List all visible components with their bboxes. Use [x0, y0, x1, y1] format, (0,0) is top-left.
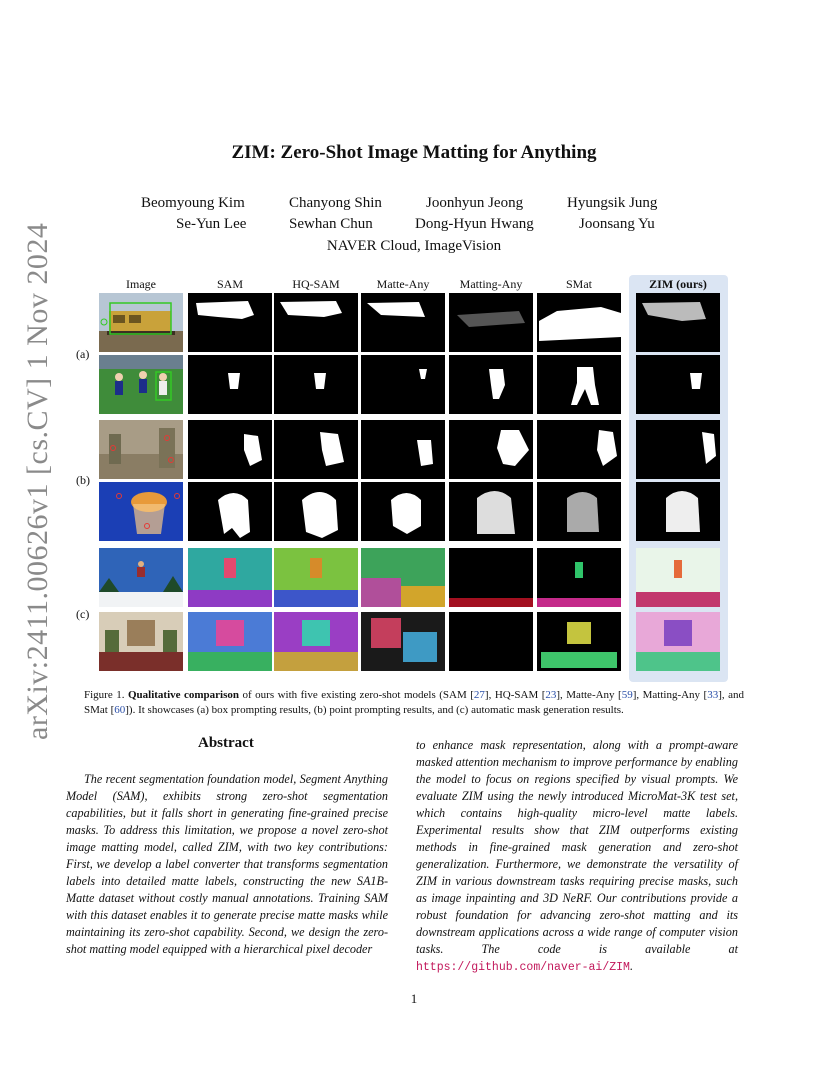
- column-header-hq-sam: HQ-SAM: [292, 277, 340, 291]
- citation-link[interactable]: 33: [707, 689, 719, 701]
- matting-any-mask-skier: [449, 548, 533, 607]
- abstract-left-column: The recent segmentation foundation model, Segment Anything Model (SAM), exhibits strong zero-shot segmentation capabilities, but it falls short in generating fine-grained precise masks. To address this limitation, we propose a novel zero-shot image matting model, called ZIM, with two key contributions: First, we develop a label converter that transforms segmentation labels into detailed matte labels, constructing the new SA1B-Matte dataset without costly manual annotations. Training SAM with this dataset enables it to generate precise matte masks while maintaining its zero-shot capability. Second, we design the zero-shot matting model equipped with a hierarchical pixel decoder: [66, 772, 388, 956]
- author-name: Hyungsik Jung: [567, 195, 658, 211]
- caption-text: ], HQ-SAM [: [484, 689, 546, 701]
- sam-mask-soccer: [188, 355, 272, 414]
- arxiv-identifier: arXiv:2411.00626v1 [cs.CV] 1 Nov 2024: [21, 222, 54, 740]
- sam-mask-room: [188, 612, 272, 671]
- citation-link[interactable]: 23: [545, 689, 557, 701]
- column-header-matting-any: Matting-Any: [459, 277, 523, 291]
- matte-any-mask-train: [361, 293, 445, 352]
- figure-caption: [84, 688, 744, 717]
- author-name: Se-Yun Lee: [176, 216, 247, 232]
- input-image-jellyfish: [99, 482, 183, 541]
- zim-mask-skier: [636, 548, 720, 607]
- column-header-matte-any: Matte-Any: [376, 277, 430, 291]
- citation-link[interactable]: 60: [114, 703, 126, 716]
- affiliation: NAVER Cloud, ImageVision: [326, 238, 502, 254]
- zim-mask-room: [636, 612, 720, 671]
- input-image-train: [99, 293, 183, 352]
- page-number: 1: [410, 991, 418, 1006]
- zim-mask-jellyfish: [636, 482, 720, 541]
- author-name: Sewhan Chun: [289, 216, 373, 232]
- caption-text: of ours with five existing zero-shot models (SAM [: [239, 689, 474, 701]
- input-image-soldiers: [99, 420, 183, 479]
- author-name: Joonhyun Jeong: [426, 195, 524, 211]
- hq-sam-mask-skier: [274, 548, 358, 607]
- row-label-a: (a): [76, 347, 90, 361]
- input-image-room: [99, 612, 183, 671]
- abstract-heading: Abstract: [198, 735, 254, 751]
- hq-sam-mask-train: [274, 293, 358, 352]
- author-name: Dong-Hyun Hwang: [415, 216, 534, 232]
- smat-mask-skier: [537, 548, 621, 607]
- sam-mask-jellyfish: [188, 482, 272, 541]
- column-header-smat: SMat: [565, 277, 592, 291]
- matte-any-mask-room: [361, 612, 445, 671]
- caption-label: Figure 1.: [84, 689, 125, 701]
- matting-any-mask-room: [449, 612, 533, 671]
- matting-any-mask-soccer: [449, 355, 533, 414]
- author-name: Beomyoung Kim: [141, 195, 245, 211]
- zim-mask-train: [636, 293, 720, 352]
- matte-any-mask-jellyfish: [361, 482, 445, 541]
- column-header-zim: ZIM (ours): [649, 277, 707, 291]
- caption-text: ], Matting-Any [: [632, 689, 708, 701]
- smat-mask-jellyfish: [537, 482, 621, 541]
- matte-any-mask-soldiers: [361, 420, 445, 479]
- hq-sam-mask-jellyfish: [274, 482, 358, 541]
- abstract-right-text: to enhance mask representation, along with a prompt-aware masked attention mechanism to improve performance by enabling the model to focus on regions specified by visual prompts. We evaluate ZIM using the newly introduced MicroMat-3K test set, which contains high-quality micro-level matte labels. Experimental results show that ZIM outperforms existing methods in fine-grained mask generation and zero-shot generalization. Furthermore, we demonstrate the versatility of ZIM in various downstream tasks requiring precise masks, such as image inpainting and 3D NeRF. Our contributions provide a robust foundation for advancing zero-shot matting and its downstream applications across a wide range of computer vision tasks. The code is available at: [416, 738, 738, 956]
- column-header-image: Image: [126, 277, 156, 291]
- input-image-skier: [99, 548, 183, 607]
- smat-mask-soccer: [537, 355, 621, 414]
- row-label-b: (b): [76, 473, 90, 487]
- paper-title: ZIM: Zero-Shot Image Matting for Anything: [231, 142, 597, 163]
- citation-link[interactable]: 59: [621, 689, 633, 701]
- zim-mask-soccer: [636, 355, 720, 414]
- zim-mask-soldiers: [636, 420, 720, 479]
- caption-text: ], Matte-Any [: [556, 689, 622, 701]
- matting-any-mask-train: [449, 293, 533, 352]
- citation-link[interactable]: 27: [473, 689, 485, 701]
- caption-text: ]). It showcases (a) box prompting results, (b) point prompting results, and (c) automatic mask generation results.: [125, 703, 624, 716]
- caption-text: ], and SMat [: [84, 689, 744, 716]
- smat-mask-soldiers: [537, 420, 621, 479]
- matting-any-mask-soldiers: [449, 420, 533, 479]
- author-name: Joonsang Yu: [579, 216, 655, 232]
- sam-mask-train: [188, 293, 272, 352]
- input-image-soccer: [99, 355, 183, 414]
- author-name: Chanyong Shin: [289, 195, 382, 211]
- column-header-sam: SAM: [216, 277, 243, 291]
- hq-sam-mask-soldiers: [274, 420, 358, 479]
- hq-sam-mask-room: [274, 612, 358, 671]
- matte-any-mask-soccer: [361, 355, 445, 414]
- abstract-end: .: [629, 959, 633, 973]
- abstract-right-column: [416, 737, 738, 976]
- row-label-c: (c): [76, 607, 90, 621]
- smat-mask-train: [537, 293, 621, 352]
- smat-mask-room: [537, 612, 621, 671]
- sam-mask-skier: [188, 548, 272, 607]
- matting-any-mask-jellyfish: [449, 482, 533, 541]
- hq-sam-mask-soccer: [274, 355, 358, 414]
- code-repo-link[interactable]: https://github.com/naver-ai/ZIM: [416, 961, 630, 974]
- matte-any-mask-skier: [361, 548, 445, 607]
- sam-mask-soldiers: [188, 420, 272, 479]
- caption-bold: Qualitative comparison: [127, 689, 240, 701]
